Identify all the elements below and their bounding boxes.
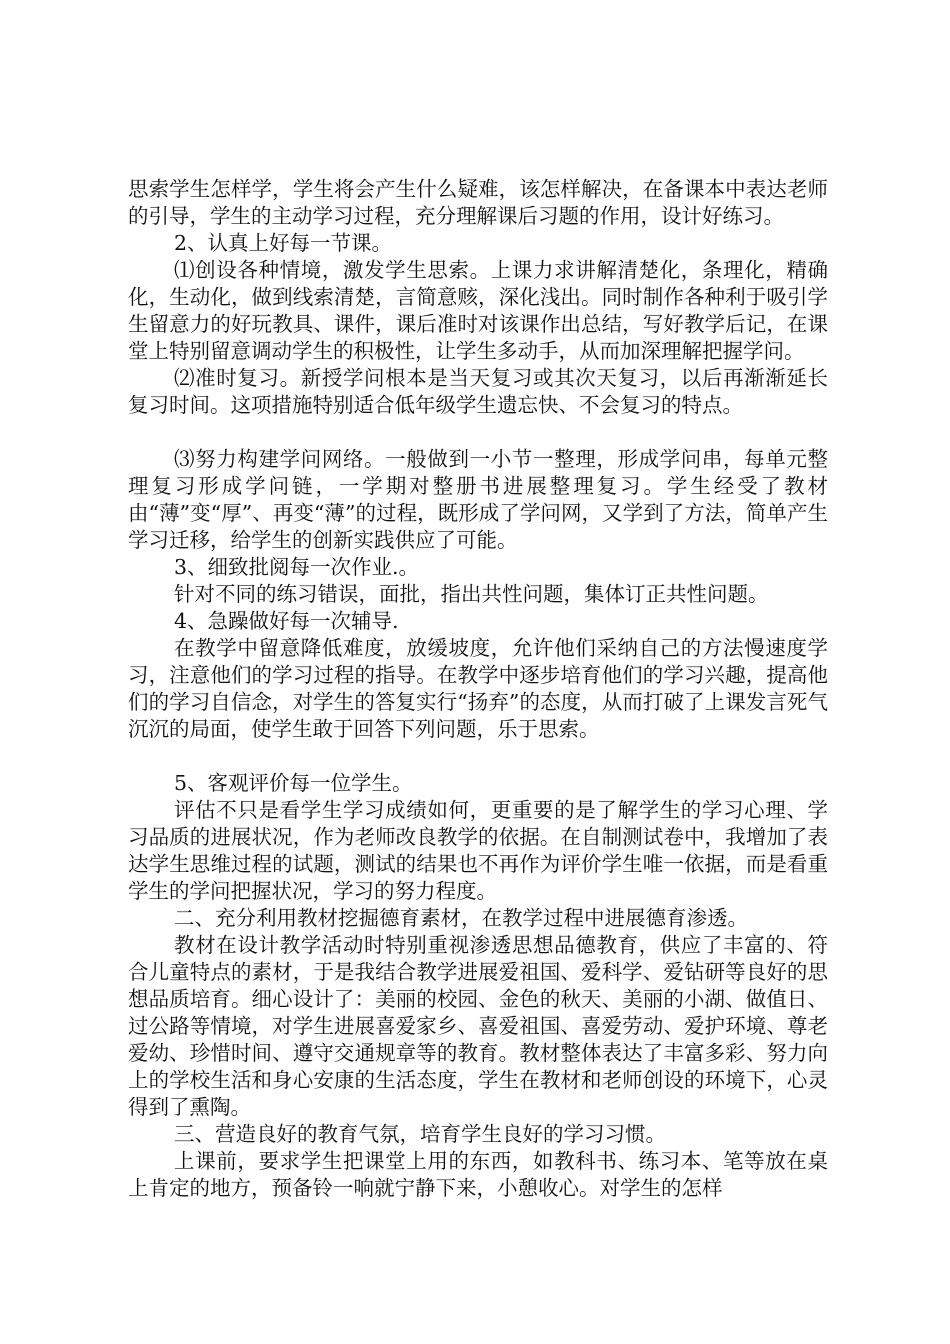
paragraph: 思索学生怎样学，学生将会产生什么疑难，该怎样解决，在备课本中表达老师的引导，学生的主动学习过程，充分理解课后习题的作用，设计好练习。 bbox=[128, 177, 828, 228]
paragraph: 4、急躁做好每一次辅导. bbox=[174, 609, 399, 633]
paragraph: 评估不只是看学生学习成绩如何，更重要的是了解学生的学习心理、学习品质的进展状况，作为老师改良教学的依据。在自制测试卷中，我增加了表达学生思维过程的试题，测试的结果也不再作为评价学生唯一依据，而是看重学生的学问把握状况，学习的努力程度。 bbox=[128, 798, 828, 903]
paragraph: 针对不同的练习错误，面批，指出共性问题，集体订正共性问题。 bbox=[174, 582, 769, 606]
paragraph: ⑶努力构建学问网络。一般做到一小节一整理，形成学问串，每单元整理复习形成学问链，一学期对整册书进展整理复习。学生经受了教材由“薄”变“厚”、再变“薄”的过程，既形成了学问网，又学到了方法，简单产生学习迁移，给学生的创新实践供应了可能。 bbox=[128, 447, 828, 552]
paragraph: 上课前，要求学生把课堂上用的东西，如教科书、练习本、笔等放在桌上肯定的地方，预备铃一响就宁静下来，小憩收心。对学生的怎样 bbox=[128, 1149, 828, 1200]
paragraph: ⑴创设各种情境，激发学生思索。上课力求讲解清楚化，条理化，精确化，生动化，做到线索清楚，言简意赅，深化浅出。同时制作各种利于吸引学生留意力的好玩教具、课件，课后准时对该课作出总结，写好教学后记，在课堂上特别留意调动学生的积极性，让学生多动手，从而加深理解把握学问。 bbox=[128, 258, 828, 363]
paragraph: ⑵准时复习。新授学问根本是当天复习或其次天复习，以后再渐渐延长复习时间。这项措施特别适合低年级学生遗忘快、不会复习的特点。 bbox=[128, 366, 828, 417]
paragraph: 3、细致批阅每一次作业.。 bbox=[174, 555, 420, 579]
paragraph: 5、客观评价每一位学生。 bbox=[174, 771, 413, 795]
paragraph: 在教学中留意降低难度，放缓坡度，允许他们采纳自己的方法慢速度学习，注意他们的学习过程的指导。在教学中逐步培育他们的学习兴趣，提高他们的学习自信念，对学生的答复实行“扬弃”的态度，从而打破了上课发言死气沉沉的局面，使学生敢于回答下列问题，乐于思索。 bbox=[128, 636, 828, 741]
paragraph: 二、充分利用教材挖掘德育素材，在教学过程中进展德育渗透。 bbox=[174, 906, 748, 930]
paragraph: 2、认真上好每一节课。 bbox=[174, 231, 393, 255]
paragraph: 教材在设计教学活动时特别重视渗透思想品德教育，供应了丰富的、符合儿童特点的素材，于是我结合教学进展爱祖国、爱科学、爱钻研等良好的思想品质培育。细心设计了：美丽的校园、金色的秋天、美丽的小湖、做值日、过公路等情境，对学生进展喜爱家乡、喜爱祖国、喜爱劳动、爱护环境、尊老爱幼、珍惜时间、遵守交通规章等的教育。教材整体表达了丰富多彩、努力向上的学校生活和身心安康的生活态度，学生在教材和老师创设的环境下，心灵得到了熏陶。 bbox=[128, 933, 828, 1119]
document-body bbox=[128, 176, 828, 1202]
paragraph: 三、营造良好的教育气氛，培育学生良好的学习习惯。 bbox=[174, 1122, 666, 1146]
